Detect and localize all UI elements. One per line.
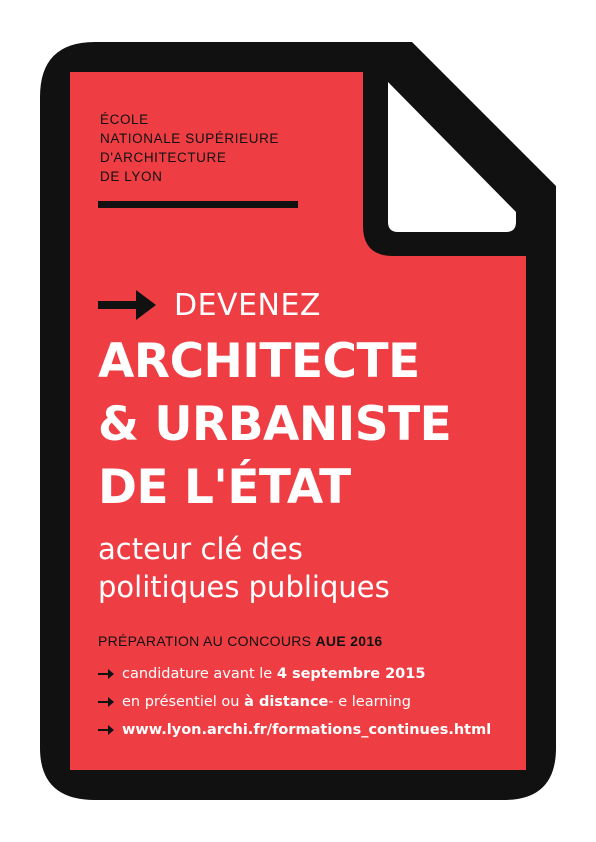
school-name <box>100 110 279 186</box>
info-list <box>98 660 491 744</box>
school-line-4: DE LYON <box>100 169 163 184</box>
tagline-line-1: acteur clé des <box>98 532 303 566</box>
arrow-right-icon <box>98 696 114 708</box>
lead-text: DEVENEZ <box>174 287 321 323</box>
school-line-1: ÉCOLE <box>100 112 149 127</box>
tagline-line-2: politiques publiques <box>98 570 390 604</box>
list-item <box>98 716 491 744</box>
mode-distance: à distance <box>244 694 329 710</box>
lead-row <box>98 285 321 325</box>
mode-text: en présentiel ou <box>122 694 240 710</box>
prep-prefix: PRÉPARATION AU CONCOURS <box>98 633 316 649</box>
headline <box>98 330 451 519</box>
website-link[interactable]: www.lyon.archi.fr/formations_continues.html <box>122 722 492 738</box>
list-item <box>98 688 491 716</box>
arrow-right-icon <box>98 290 156 320</box>
headline-line-2: & URBANISTE <box>98 397 452 452</box>
tagline <box>98 530 390 606</box>
list-item <box>98 660 491 688</box>
school-line-3: D'ARCHITECTURE <box>100 150 227 165</box>
headline-line-3: DE L'ÉTAT <box>98 460 351 515</box>
prep-highlight: AUE 2016 <box>315 633 383 649</box>
arrow-right-icon <box>98 668 114 680</box>
mode-suffix: - e learning <box>328 694 411 710</box>
school-underline <box>98 201 298 208</box>
deadline-date: 4 septembre 2015 <box>276 666 426 682</box>
headline-line-1: ARCHITECTE <box>98 334 420 389</box>
arrow-right-icon <box>98 724 114 736</box>
prep-title <box>98 633 383 649</box>
deadline-text: candidature avant le <box>122 666 273 682</box>
school-line-2: NATIONALE SUPÉRIEURE <box>100 131 280 146</box>
